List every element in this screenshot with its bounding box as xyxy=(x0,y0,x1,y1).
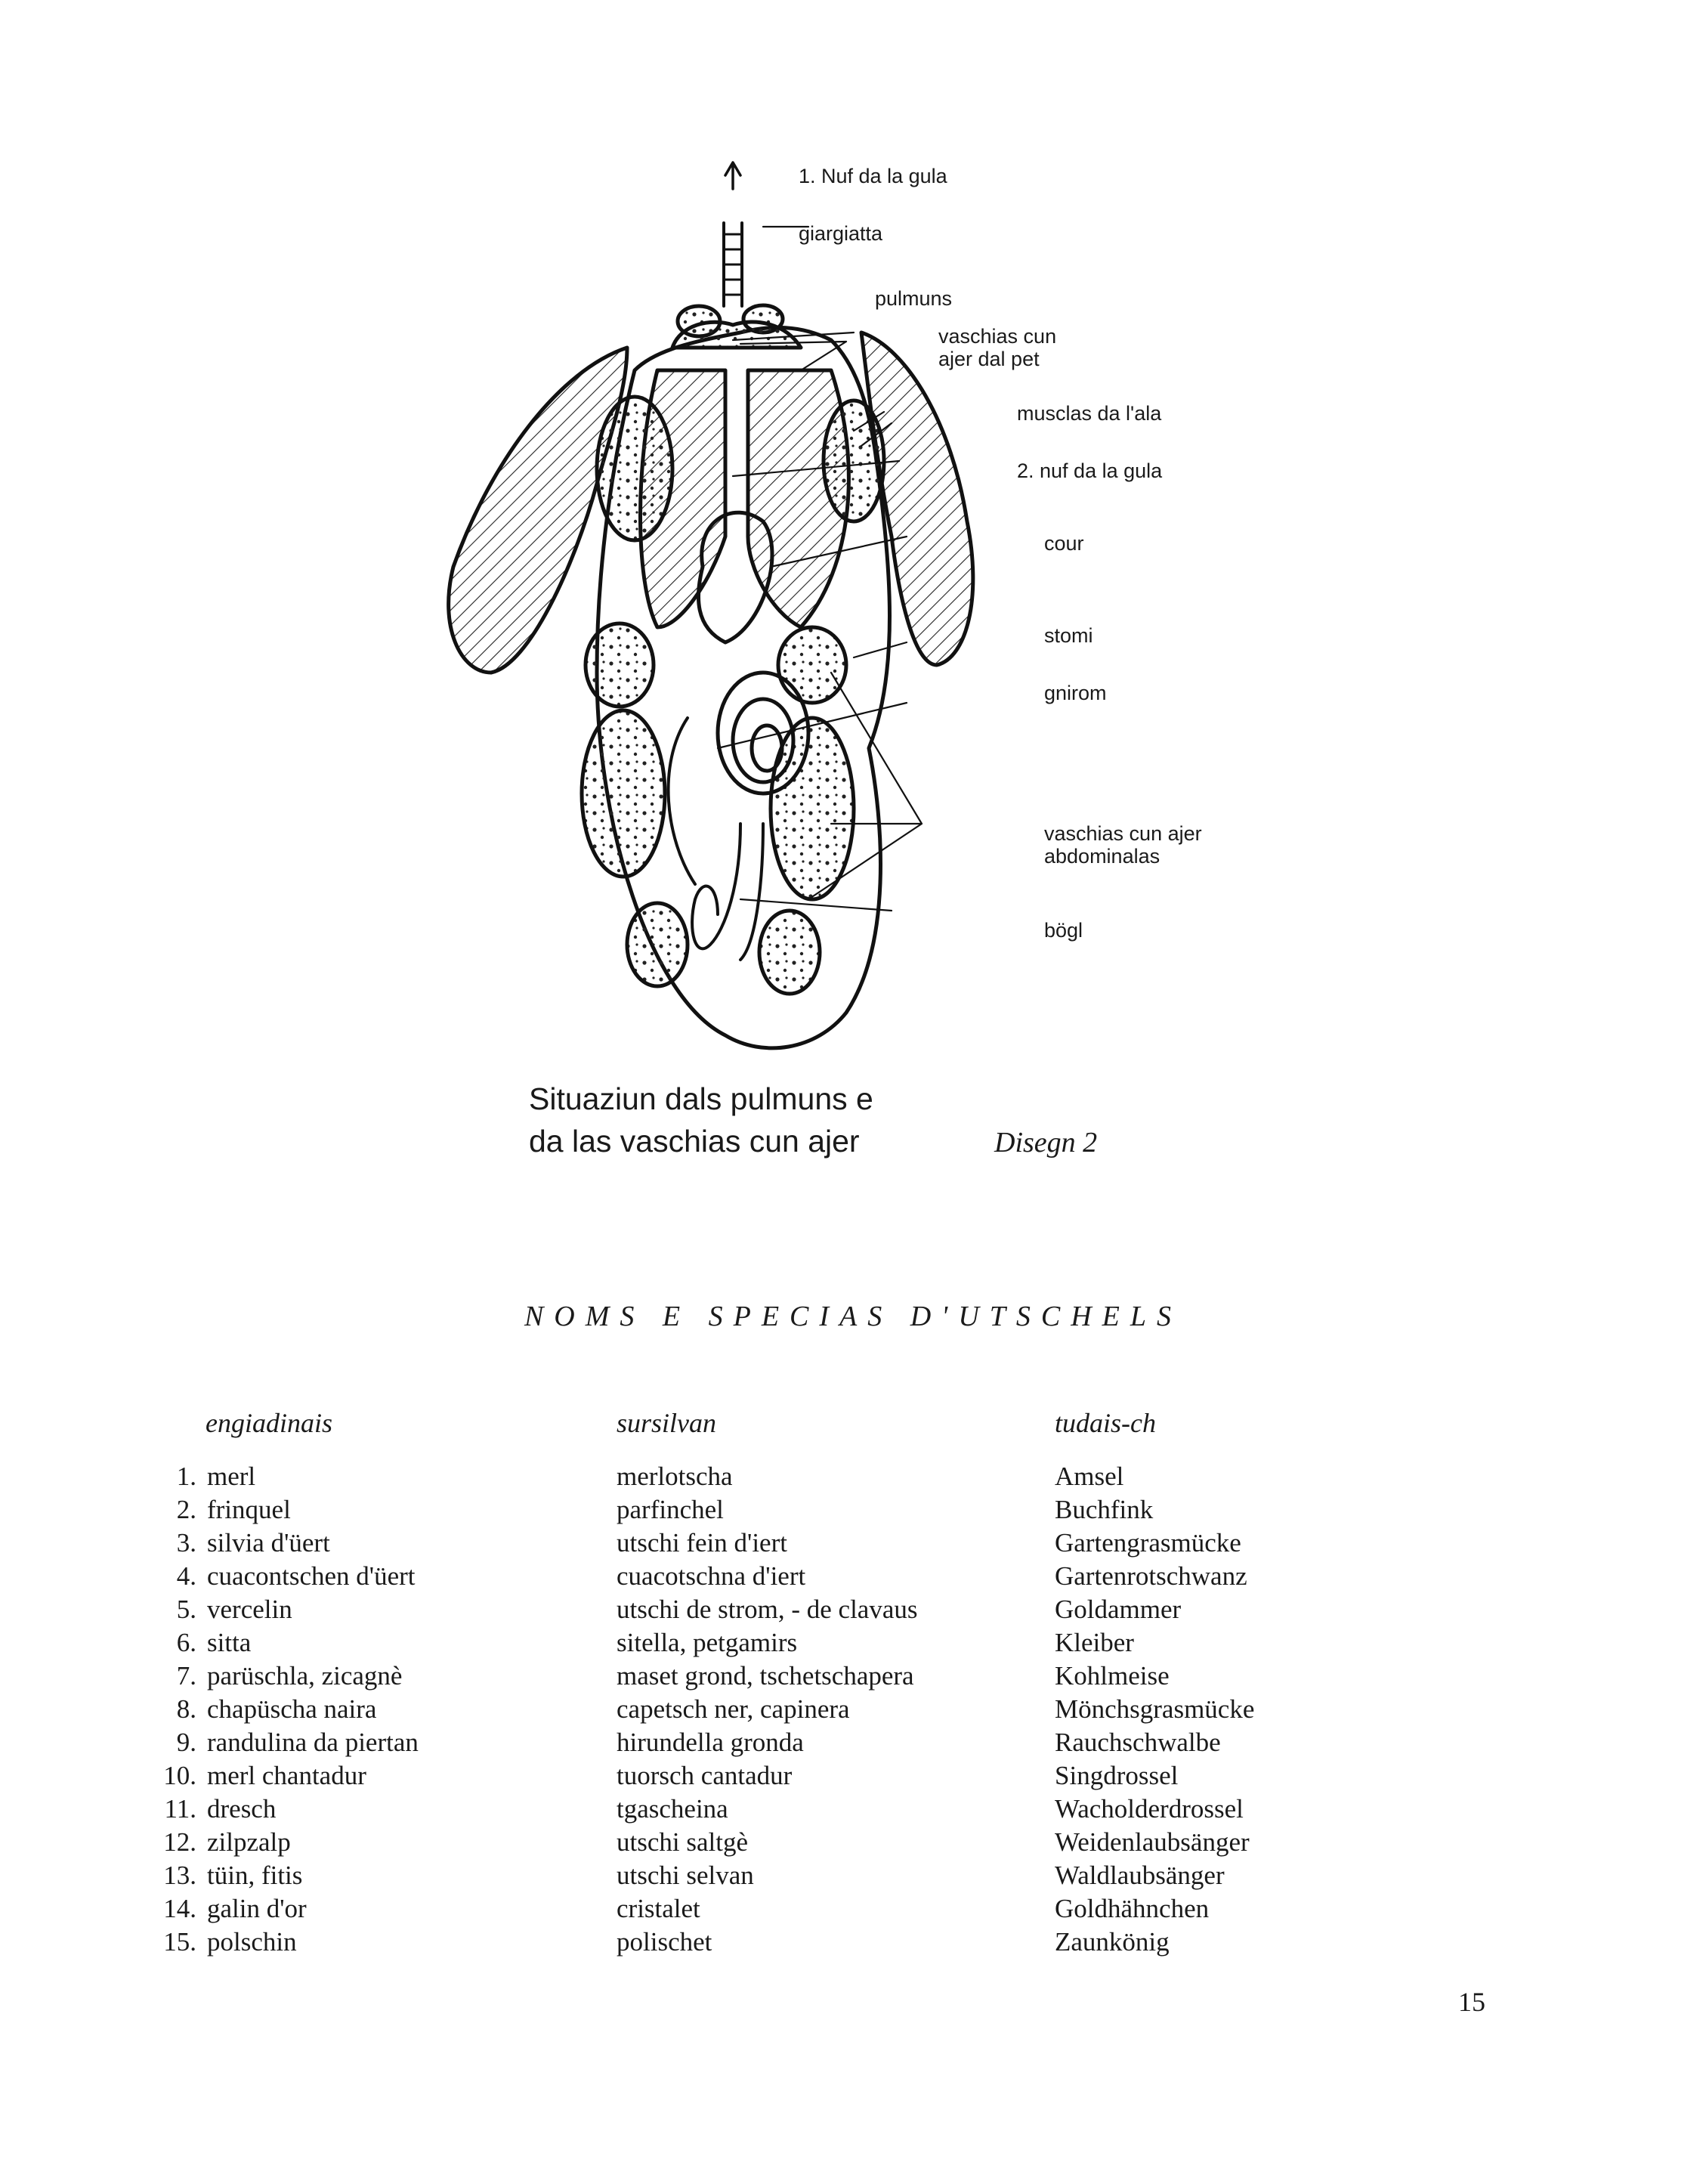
name-tudaisch: Singdrossel xyxy=(1055,1761,1179,1790)
name-engiadinais: cuacontschen d'üert xyxy=(207,1561,416,1591)
table-row xyxy=(151,1527,419,1560)
name-tudaisch: Rauchschwalbe xyxy=(1055,1728,1221,1757)
name-tudaisch: Mönchsgrasmücke xyxy=(1055,1694,1255,1724)
name-engiadinais: zilpzalp xyxy=(207,1827,291,1857)
table-row xyxy=(151,1926,419,1959)
name-tudaisch: Gartenrotschwanz xyxy=(1055,1561,1247,1591)
name-sursilvan: utschi de strom, - de clavaus xyxy=(617,1595,918,1624)
row-number: 2. xyxy=(176,1495,196,1524)
label-vaschias-abdominalas: vaschias cun ajer abdominalas xyxy=(1044,822,1202,868)
label-gnirom: gnirom xyxy=(1044,682,1107,704)
table-row xyxy=(151,1660,419,1693)
column-header-sursilvan: sursilvan xyxy=(617,1408,717,1438)
name-tudaisch: Goldhähnchen xyxy=(1055,1894,1210,1923)
name-engiadinais: tüin, fitis xyxy=(207,1861,303,1890)
label-bogl: bögl xyxy=(1044,919,1083,942)
name-engiadinais: randulina da piertan xyxy=(207,1728,419,1757)
name-sursilvan: cuacotschna d'iert xyxy=(617,1561,806,1591)
row-number: 13. xyxy=(163,1861,196,1890)
name-tudaisch: Zaunkönig xyxy=(1055,1927,1170,1957)
row-number: 1. xyxy=(176,1462,196,1491)
section-title: NOMS E SPECIAS D'UTSCHELS xyxy=(524,1301,1182,1332)
table-row xyxy=(151,1892,419,1926)
row-number: 9. xyxy=(176,1728,196,1757)
name-engiadinais: merl xyxy=(207,1462,256,1491)
row-number: 4. xyxy=(176,1561,196,1591)
name-sursilvan: parfinchel xyxy=(617,1495,724,1524)
column-tudaisch xyxy=(1055,1460,1254,1959)
name-engiadinais: silvia d'üert xyxy=(207,1528,330,1558)
name-tudaisch: Weidenlaubsänger xyxy=(1055,1827,1250,1857)
bird-anatomy-drawing xyxy=(408,144,1315,1126)
row-number: 7. xyxy=(176,1661,196,1691)
row-number: 15. xyxy=(163,1927,196,1957)
name-sursilvan: utschi fein d'iert xyxy=(617,1528,787,1558)
row-number: 11. xyxy=(164,1794,196,1824)
row-number: 5. xyxy=(176,1595,196,1624)
table-row xyxy=(151,1460,419,1493)
figure-label: Disegn 2 xyxy=(994,1127,1098,1159)
name-sursilvan: merlotscha xyxy=(617,1462,733,1491)
column-header-engiadinais: engiadinais xyxy=(206,1408,332,1438)
table-row xyxy=(151,1493,419,1527)
name-tudaisch: Waldlaubsänger xyxy=(1055,1861,1225,1890)
left-wing xyxy=(449,348,627,673)
label-pulmuns: pulmuns xyxy=(875,287,953,310)
name-tudaisch: Gartengrasmücke xyxy=(1055,1528,1241,1558)
name-engiadinais: parüschla, zicagnè xyxy=(207,1661,403,1691)
label-giargiatta: giargiatta xyxy=(799,222,883,245)
label-cour: cour xyxy=(1044,532,1084,555)
row-number: 10. xyxy=(163,1761,196,1790)
table-row xyxy=(151,1693,419,1726)
diagram-caption-line-1: Situaziun dals pulmuns e xyxy=(529,1081,873,1116)
row-number: 12. xyxy=(163,1827,196,1857)
name-sursilvan: hirundella gronda xyxy=(617,1728,804,1757)
name-engiadinais: sitta xyxy=(207,1628,252,1657)
row-number: 3. xyxy=(176,1528,196,1558)
name-tudaisch: Buchfink xyxy=(1055,1495,1154,1524)
name-sursilvan: tgascheina xyxy=(617,1794,728,1824)
name-sursilvan: tuorsch cantadur xyxy=(617,1761,793,1790)
name-tudaisch: Amsel xyxy=(1055,1462,1124,1491)
table-row xyxy=(151,1726,419,1759)
table-row xyxy=(151,1626,419,1660)
name-tudaisch: Goldammer xyxy=(1055,1595,1182,1624)
label-vaschias-pet: vaschias cun ajer dal pet xyxy=(938,325,1057,370)
column-sursilvan xyxy=(617,1460,918,1959)
name-tudaisch: Kohlmeise xyxy=(1055,1661,1170,1691)
row-number: 14. xyxy=(163,1894,196,1923)
arrow-up-icon xyxy=(725,162,740,189)
name-sursilvan: maset grond, tschetschapera xyxy=(617,1661,914,1691)
column-engiadinais xyxy=(151,1460,419,1959)
label-stomi: stomi xyxy=(1044,624,1093,647)
table-row xyxy=(151,1759,419,1793)
name-sursilvan: polischet xyxy=(617,1927,712,1957)
name-engiadinais: frinquel xyxy=(207,1495,291,1524)
name-engiadinais: galin d'or xyxy=(207,1894,307,1923)
row-number: 6. xyxy=(176,1628,196,1657)
name-tudaisch: Kleiber xyxy=(1055,1628,1134,1657)
diagram-caption-line-2: da las vaschias cun ajer xyxy=(529,1124,860,1159)
bird-anatomy-diagram xyxy=(408,144,1315,1159)
name-engiadinais: dresch xyxy=(207,1794,277,1824)
name-sursilvan: sitella, petgamirs xyxy=(617,1628,798,1657)
name-sursilvan: utschi saltgè xyxy=(617,1827,748,1857)
label-musclas: musclas da l'ala xyxy=(1017,402,1162,425)
label-nuf-gula-1: 1. Nuf da la gula xyxy=(799,165,947,187)
table-row xyxy=(151,1793,419,1826)
label-nuf-gula-2: 2. nuf da la gula xyxy=(1017,459,1163,482)
table-row xyxy=(151,1859,419,1892)
table-row xyxy=(151,1593,419,1626)
name-engiadinais: merl chantadur xyxy=(207,1761,366,1790)
table-row xyxy=(151,1560,419,1593)
column-header-tudaisch: tudais-ch xyxy=(1055,1408,1156,1438)
table-row xyxy=(151,1826,419,1859)
name-engiadinais: chapüscha naira xyxy=(207,1694,377,1724)
name-sursilvan: cristalet xyxy=(617,1894,700,1923)
name-sursilvan: utschi selvan xyxy=(617,1861,754,1890)
page-number: 15 xyxy=(1458,1987,1485,2017)
name-sursilvan: capetsch ner, capinera xyxy=(617,1694,850,1724)
row-number: 8. xyxy=(176,1694,196,1724)
name-engiadinais: vercelin xyxy=(207,1595,292,1624)
name-engiadinais: polschin xyxy=(207,1927,297,1957)
name-tudaisch: Wacholderdrossel xyxy=(1055,1794,1244,1824)
